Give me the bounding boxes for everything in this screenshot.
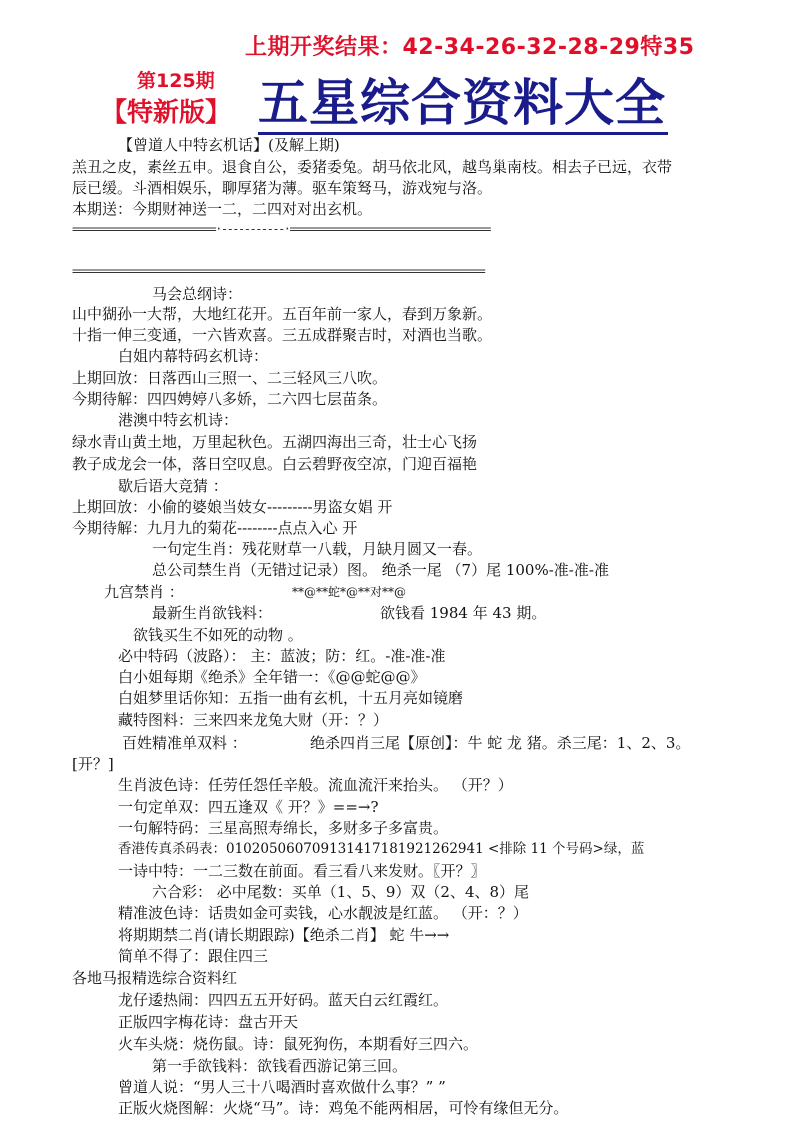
text-line: 正版火烧图解：火烧“马”。诗：鸡兔不能两相居，可怜有缘但无分。 (118, 1099, 569, 1117)
section-heading: 各地马报精选综合资料红 (72, 969, 238, 987)
text-line: 生肖波色诗：任劳任怨任辛般。流血流汗来抬头。 （开？） (118, 776, 513, 794)
text-line: 教子成龙会一体，落日空叹息。白云碧野夜空凉，门迎百福艳 (72, 455, 478, 473)
text-line: 第一手欲钱料：欲钱看西游记第三回。 (152, 1057, 408, 1075)
section-heading: 白姐内幕特码玄机诗： (118, 347, 269, 365)
text-line: 欲钱看 1984 年 43 期。 (380, 604, 547, 622)
text-line: 将期期禁二肖(请长期跟踪)【绝杀二肖】 蛇 牛→→ (118, 926, 450, 944)
section-heading: 歇后语大竞猜 ： (118, 477, 228, 495)
section-heading: 港澳中特玄机诗： (118, 411, 239, 429)
text-line: 今期待解：四四娉婷八多娇，二六四七层苗条。 (72, 390, 388, 408)
text-line: 绝杀四肖三尾【原创】：牛 蛇 龙 猪。杀三尾：1、2、3。 (310, 734, 691, 752)
text-line: 总公司禁生肖（无错过记录）图。 绝杀一尾 （7）尾 100%-准-准-准 (152, 561, 609, 579)
text-line: 白小姐每期《绝杀》全年错一：《@@蛇@@》 (118, 668, 426, 686)
edition-label: 【特新版】 (101, 98, 232, 128)
text-line: 山中猢孙一大帮，大地红花开。五百年前一家人，春到万象新。 (72, 305, 493, 323)
text-line: 本期送：今期财神送一二，二四对对出玄机。 (72, 200, 373, 218)
text-line: [开？] (72, 755, 114, 773)
text-line: 正版四字梅花诗：盘古开天 (118, 1013, 299, 1031)
text-line: 白姐梦里话你知：五指一曲有玄机，十五月亮如镜磨 (118, 689, 464, 707)
text-line: 曾道人说：“男人三十八喝酒时喜欢做什么事？” ” (118, 1078, 446, 1096)
text-line: **@**蛇*@**对**@ (292, 585, 407, 599)
text-line: 一句解特码：三星高照寿绵长，多财多子多富贵。 (118, 819, 449, 837)
text-line: 一句定单双：四五逢双《 开？》==→? (118, 798, 379, 816)
text-line: 必中特码（波路）： 主：蓝波；防：红。-准-准-准 (118, 647, 446, 665)
section-heading: 【曾道人中特玄机话】(及解上期) (118, 136, 340, 154)
text-line: 六合彩： 必中尾数：买单（1、5、9）双（2、4、8）尾 (152, 883, 530, 901)
text-line: 绿水青山黄土地，万里起秋色。五湖四海出三奇，壮士心飞扬 (72, 433, 478, 451)
issue-number: 第125期 (137, 70, 215, 92)
text-line: 香港传真杀码表：0102050607091314171819212629​41 <排除 11 个号码>绿，蓝 (118, 841, 645, 857)
text-line: 藏特图料：三来四来龙兔大财（开：？） (118, 711, 389, 729)
text-line: 精准波色诗：话贵如金可卖钱，心水靓波是红蓝。 （开：？） (118, 904, 528, 922)
text-line: 九宫禁肖 ： (104, 583, 184, 601)
text-line: 简单不得了：跟住四三 (118, 947, 269, 965)
text-line: 欲钱买生不如死的动物 。 (133, 626, 303, 644)
text-line: 上期回放：小偷的婆娘当妓女---------男盗女娼 开 (72, 498, 393, 516)
text-line: 今期待解：九月九的菊花--------点点入心 开 (72, 519, 358, 537)
text-line: 一句定生肖：残花财草一八载，月缺月圆又一春。 (152, 540, 483, 558)
text-line: 龙仔逶热闹：四四五五开好码。蓝天白云红霞红。 (118, 991, 449, 1009)
text-line: 一诗中特：一二三数在前面。看三看八来发财。〖开？〗 (118, 862, 486, 880)
page-title: 五星综合资料大全 (258, 74, 668, 135)
separator: =========================·-----------·=================================== (72, 222, 490, 236)
text-line: 百姓精准单双料 ： (122, 734, 247, 752)
text-line: 最新生肖欲钱料： (152, 604, 273, 622)
text-line: 火车头烧：烧伤鼠。诗：鼠死狗伤，本期看好三四六。 (118, 1035, 479, 1053)
text-line: 辰已缓。斗酒相娱乐，聊厚猪为薄。驱车策驽马，游戏宛与洛。 (72, 179, 493, 197)
separator: ======================================================================== (72, 264, 485, 278)
last-draw-result: 上期开奖结果：42-34-26-32-28-29特35 (245, 35, 695, 60)
text-line: 十指一伸三变通，一六皆欢喜。三五成群聚吉时，对酒也当歌。 (72, 326, 493, 344)
section-heading: 马会总纲诗： (152, 285, 243, 303)
text-line: 羔丑之皮，素丝五申。退食自公，委猪委兔。胡马依北风，越鸟巢南枝。相去子已远，衣带 (72, 158, 673, 176)
text-line: 上期回放：日落西山三照一、二三轻风三八吹。 (72, 369, 388, 387)
